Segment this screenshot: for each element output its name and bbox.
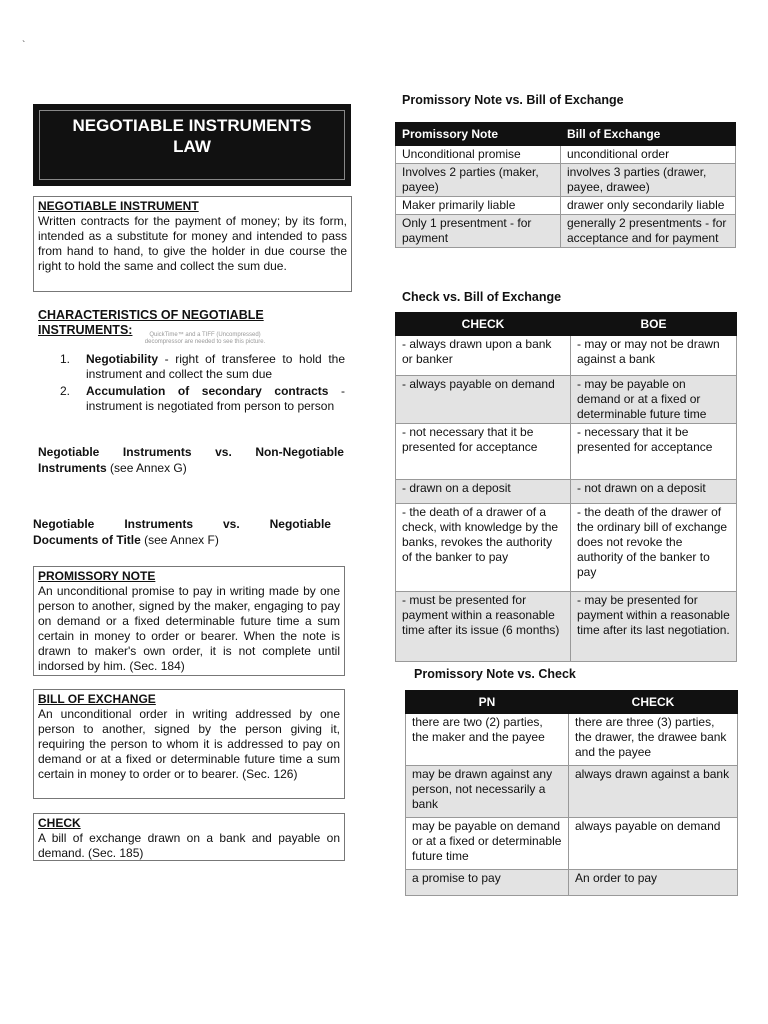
table-cell: - always drawn upon a bank or banker [396,336,571,376]
table-cell: - must be presented for payment within a reasonable time after its issue (6 months) [396,592,571,662]
definition-box [33,196,352,292]
table-header: Bill of Exchange [561,123,736,146]
check-vs-boe-table [395,312,737,662]
table-row [396,424,737,480]
table-header: CHECK [396,313,571,336]
pn-vs-boe-table [395,122,736,248]
table-cell: there are two (2) parties, the maker and the payee [406,714,569,766]
table-cell: - not necessary that it be presented for acceptance [396,424,571,480]
table-row [396,376,737,424]
table-cell: Unconditional promise [396,146,561,164]
table-row [396,215,736,248]
table-row [396,504,737,592]
table-header-row [396,123,736,146]
table-row [396,336,737,376]
title-line-1: NEGOTIABLE INSTRUMENTS [72,116,312,135]
table-header-row [406,691,738,714]
table-row [406,870,738,896]
table-cell: - may be presented for payment within a reasonable time after its last negotiation. [571,592,737,662]
table-cell: An order to pay [569,870,738,896]
table-cell: may be drawn against any person, not necessarily a bank [406,766,569,818]
table-cell: involves 3 parties (drawer, payee, drawee) [561,164,736,197]
table-row [396,146,736,164]
table-cell: - the death of a drawer of a check, with knowledge by the banks, revokes the authority of the banker to pay [396,504,571,592]
image-placeholder-text: QuickTime™ and a TIFF (Uncompressed) decompressor are needed to see this picture. [144,332,266,345]
table-header: Promissory Note [396,123,561,146]
tick-mark: ` [22,40,26,51]
table-cell: Involves 2 parties (maker, payee) [396,164,561,197]
check-box [33,813,345,861]
bill-of-exchange-body: An unconditional order in writing addressed by one person to another, signed by the person giving it, requiring the person to whom it is addressed to pay on demand or at a fixed or determinable future time a sum certain in money to order or to bearer. (Sec. 126) [38,707,340,781]
table-header: PN [406,691,569,714]
characteristics-heading: CHARACTERISTICS OF NEGOTIABLE INSTRUMENTS: [38,308,264,337]
table-row [396,164,736,197]
table-cell: unconditional order [561,146,736,164]
table-row [396,480,737,504]
table3-title: Promissory Note vs. Check [414,667,576,681]
table-row [406,818,738,870]
table-cell: Maker primarily liable [396,197,561,215]
table-cell: a promise to pay [406,870,569,896]
table-cell: - may be payable on demand or at a fixed or determinable future time [571,376,737,424]
table2-title: Check vs. Bill of Exchange [402,290,562,304]
promissory-note-body: An unconditional promise to pay in writing made by one person to another, signed by the maker, engaging to pay on demand or a fixed determinable future time a sum certain in money to order or bearer. When the note is drawn to maker's own order, it is not complete until indorsed by him. (Sec. 184) [38,584,340,673]
promissory-note-box [33,566,345,676]
bill-of-exchange-box [33,689,345,799]
table-cell: there are three (3) parties, the drawer, the drawee bank and the payee [569,714,738,766]
table-row [396,197,736,215]
bill-of-exchange-heading: BILL OF EXCHANGE [38,692,156,706]
definition-body: Written contracts for the payment of money; by its form, intended as a substitute for money and intended to pass from hand to hand, to give the holder in due course the right to hold the same and collect the sum due. [38,214,347,273]
table-cell: - not drawn on a deposit [571,480,737,504]
table-cell: may be payable on demand or at a fixed or determinable future time [406,818,569,870]
list-item: 2. Accumulation of secondary contracts - instrument is negotiated from person to person [60,384,345,413]
title-line-2: LAW [173,137,211,156]
ni-vs-non-negotiable: Negotiable Instruments vs. Non-Negotiable Instruments (see Annex G) [38,445,344,475]
definition-heading: NEGOTIABLE INSTRUMENT [38,199,199,213]
table-row [406,766,738,818]
table-cell: - may or may not be drawn against a bank [571,336,737,376]
table-cell: drawer only secondarily liable [561,197,736,215]
table-row [396,592,737,662]
check-body: A bill of exchange drawn on a bank and payable on demand. (Sec. 185) [38,831,340,860]
pn-vs-check-table [405,690,738,896]
promissory-note-heading: PROMISSORY NOTE [38,569,156,583]
table1-title: Promissory Note vs. Bill of Exchange [402,93,624,107]
table-cell: always payable on demand [569,818,738,870]
table-row [406,714,738,766]
ni-vs-documents-of-title: Negotiable Instruments vs. Negotiable Documents of Title (see Annex F) [33,517,331,547]
check-heading: CHECK [38,816,81,830]
table-header: BOE [571,313,737,336]
table-cell: always drawn against a bank [569,766,738,818]
title-banner [33,104,351,186]
table-cell: - drawn on a deposit [396,480,571,504]
table-cell: - necessary that it be presented for acceptance [571,424,737,480]
table-header: CHECK [569,691,738,714]
table-cell: - always payable on demand [396,376,571,424]
list-item: 1. Negotiability - right of transferee to hold the instrument and collect the sum due [60,352,345,381]
characteristics-list [60,352,345,416]
table-header-row [396,313,737,336]
table-cell: - the death of the drawer of the ordinary bill of exchange does not revoke the authority of the banker to pay [571,504,737,592]
table-cell: Only 1 presentment - for payment [396,215,561,248]
table-cell: generally 2 presentments - for acceptance and for payment [561,215,736,248]
